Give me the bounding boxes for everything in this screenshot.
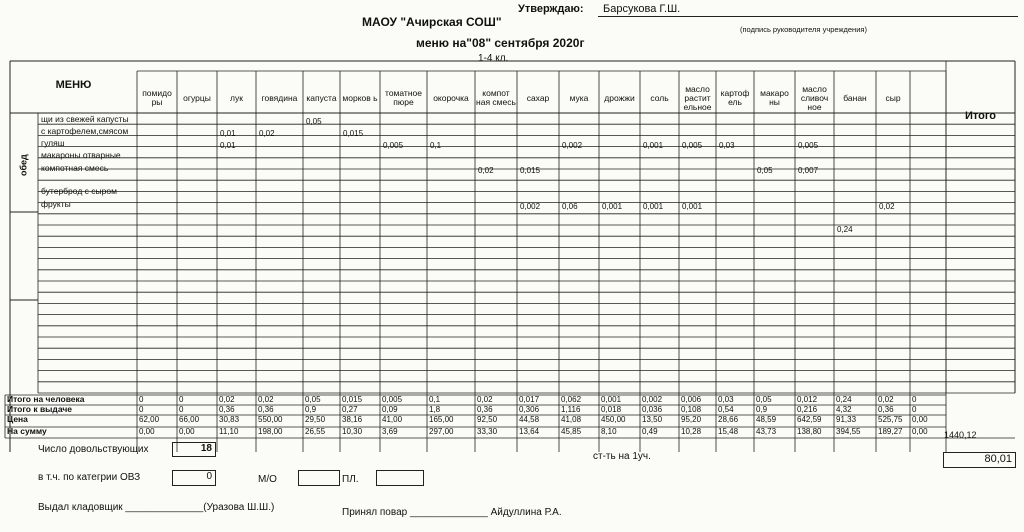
signature-hint: (подпись руководителя учреждения) [740,25,867,34]
column-header: огурцы [183,92,211,103]
column-header: компот ная смесь [476,88,516,107]
mo-box [298,470,340,486]
summary-cell: 550,00 [258,415,283,424]
summary-cell: 198,00 [258,427,283,436]
table-cell: 0,001 [643,202,664,211]
summary-cell: 0,36 [878,405,894,414]
summary-cell: 0,02 [219,395,235,404]
summary-cell: 10,28 [681,427,702,436]
summary-cell: 0 [912,405,917,414]
summary-cell: 13,64 [519,427,540,436]
dish-name: макароны отварные [41,150,121,160]
column-header [910,74,946,122]
dish-name: гуляш [41,138,65,148]
table-cell: 0,05 [757,166,773,175]
table-cell: 0,01 [220,129,236,138]
column-header: соль [650,92,669,103]
summary-cell: 1,116 [561,405,581,414]
summary-cell: 0,036 [642,405,663,414]
column-header: банан [843,92,867,103]
summary-cell: 0,02 [878,395,894,404]
summary-cell: 394,55 [836,427,861,436]
table-cell: 0,001 [643,141,664,150]
summary-cell: 1,8 [429,405,441,414]
cost-label: ст-ть на 1уч. [593,451,651,462]
summary-cell: 525,75 [878,415,903,424]
summary-cell: 0,00 [179,427,195,436]
column-header: масло сливоч ное [800,83,829,112]
summary-cell: 0,36 [258,405,274,414]
summary-cell: 0,05 [305,395,321,404]
column-header: сахар [526,92,550,103]
summary-cell: 0,00 [912,427,928,436]
summary-cell: 13,50 [642,415,663,424]
table-cell: 0,005 [682,141,703,150]
summary-cell: 95,20 [681,415,702,424]
summary-cell: 0,54 [718,405,734,414]
table-cell: 0,002 [520,202,541,211]
dish-name: фрукты [41,199,71,209]
meal-label: обед [18,154,29,176]
summary-cell: 0 [179,405,184,414]
summary-cell: 0,00 [912,415,928,424]
summary-cell: 10,30 [342,427,363,436]
table-cell: 0,1 [430,141,442,150]
summary-cell: 62,00 [139,415,160,424]
summary-cell: 0,9 [756,405,768,414]
summary-cell: 642,59 [797,415,822,424]
column-header: макаро ны [760,88,789,107]
ovz-label: в т.ч. по категрии ОВЗ [38,472,141,483]
summary-cell: 138,80 [797,427,822,436]
summary-cell: 38,16 [342,415,363,424]
summary-cell: 189,27 [878,427,903,436]
column-header: картоф ель [720,88,750,107]
column-header: мука [569,92,589,103]
table-cell: 0,02 [259,129,275,138]
summary-cell: 92,50 [477,415,498,424]
summary-cell: 0 [139,405,144,414]
summary-cell: 0,49 [642,427,658,436]
summary-cell: 48,59 [756,415,777,424]
summary-total: 1440,12 [944,430,977,440]
table-cell: 0,002 [562,141,583,150]
summary-cell: 0,108 [681,405,702,414]
summary-cell: 0,216 [797,405,818,414]
column-header: капуста [306,92,337,103]
table-cell: 0,03 [719,141,735,150]
summary-cell: 0,006 [681,395,702,404]
summary-cell: 0 [912,395,917,404]
table-cell: 0,007 [798,166,819,175]
summary-label: Итого на человека [7,394,85,404]
table-cell: 0,02 [478,166,494,175]
summary-cell: 41,08 [561,415,582,424]
summary-cell: 0,306 [519,405,540,414]
table-cell: 0,001 [682,202,703,211]
table-cell: 0,01 [220,141,236,150]
summary-cell: 0 [179,395,184,404]
approver-name: Барсукова Г.Ш. [603,3,681,15]
summary-cell: 165,00 [429,415,454,424]
org-title: МАОУ "Ачирская СОШ" [362,15,502,29]
summary-label: Цена [7,414,28,424]
summary-cell: 26,55 [305,427,326,436]
summary-cell: 0,02 [477,395,493,404]
table-cell: 0,05 [306,117,322,126]
summary-cell: 0,36 [477,405,493,414]
count-value: 18 [172,442,216,457]
table-cell: 0,015 [343,129,364,138]
summary-cell: 297,00 [429,427,454,436]
column-header: томатное пюре [385,88,422,107]
ovz-value: 0 [172,470,216,486]
summary-cell: 0,017 [519,395,540,404]
dish-name: щи из свежей капусты [41,114,129,124]
summary-cell: 450,00 [601,415,626,424]
table-cell: 0,24 [837,225,853,234]
summary-cell: 43,73 [756,427,777,436]
mo-label: М/О [258,474,277,485]
summary-cell: 66,00 [179,415,200,424]
summary-cell: 0,001 [601,395,622,404]
summary-cell: 0,00 [139,427,155,436]
summary-cell: 0,012 [797,395,818,404]
summary-cell: 0,09 [382,405,398,414]
summary-cell: 0,018 [601,405,622,414]
column-header: дрожжи [604,92,635,103]
summary-cell: 0,002 [642,395,663,404]
summary-cell: 3,69 [382,427,398,436]
table-cell: 0,02 [879,202,895,211]
approve-label: Утверждаю: [518,3,584,15]
summary-cell: 0,005 [382,395,403,404]
column-header: сыр [885,92,901,103]
summary-cell: 91,33 [836,415,857,424]
count-label: Число довольствующих [38,444,149,455]
table-cell: 0,06 [562,202,578,211]
summary-cell: 0,062 [561,395,582,404]
column-header: окорочка [433,92,469,103]
summary-cell: 0,24 [836,395,852,404]
column-header: масло растит ельное [683,83,712,112]
summary-cell: 0,05 [756,395,772,404]
column-header: лук [230,92,243,103]
summary-cell: 45,85 [561,427,582,436]
summary-cell: 29,50 [305,415,326,424]
column-header: помидо ры [142,88,172,107]
summary-cell: 0,03 [718,395,734,404]
summary-label: Итого к выдаче [7,404,73,414]
summary-cell: 0,1 [429,395,441,404]
accepted-by: Принял повар ______________ Айдуллина Р.А. [342,507,562,518]
table-cell: 0,005 [383,141,404,150]
summary-cell: 0,36 [219,405,235,414]
grade-label: 1-4 кл. [478,53,509,64]
issued-by: Выдал кладовщик ______________(Уразова Ш.Ш.) [38,502,275,513]
cost-value: 80,01 [943,452,1016,468]
dish-name: бутерброд с сыром [41,186,117,196]
column-header: говядина [261,92,298,103]
column-header: морков ь [342,92,378,103]
summary-cell: 0 [139,395,144,404]
menu-date-title: меню на"08" сентября 2020г [416,36,585,50]
summary-label: На сумму [7,426,47,436]
summary-cell: 8,10 [601,427,617,436]
table-cell: 0,001 [602,202,623,211]
summary-cell: 0,27 [342,405,358,414]
summary-cell: 0,02 [258,395,274,404]
menu-header: МЕНЮ [55,78,92,91]
summary-cell: 11,10 [219,427,239,436]
table-cell: 0,015 [520,166,541,175]
table-cell: 0,005 [798,141,819,150]
summary-cell: 0,9 [305,405,317,414]
summary-cell: 15,48 [718,427,739,436]
itogo-header: Итого [964,109,997,122]
summary-cell: 30,83 [219,415,240,424]
pl-box [376,470,424,486]
summary-cell: 0,015 [342,395,363,404]
dish-name: компотная смесь [41,163,109,173]
dish-name: с картофелем,смясом [41,126,129,136]
summary-cell: 28,66 [718,415,739,424]
summary-cell: 4,32 [836,405,852,414]
summary-cell: 44,58 [519,415,540,424]
summary-cell: 33,30 [477,427,498,436]
summary-cell: 41,00 [382,415,403,424]
pl-label: ПЛ. [342,474,359,485]
